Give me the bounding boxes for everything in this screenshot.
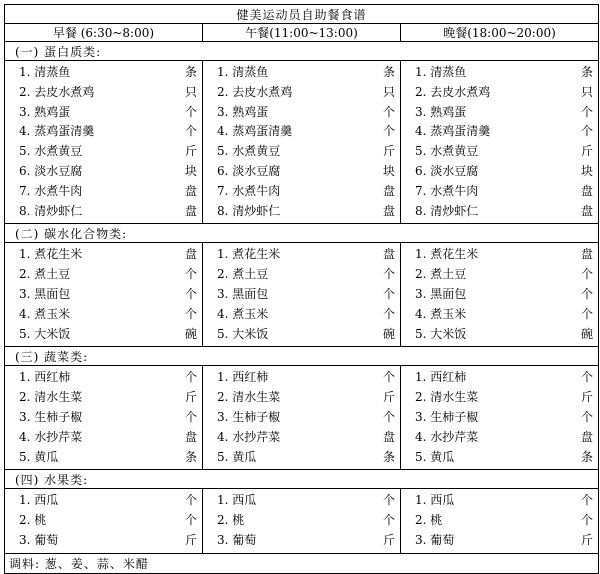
food-name: 1. 煮花生米: [19, 247, 83, 262]
food-unit: 盘: [581, 183, 594, 198]
section-heading: (一) 蛋白质类:: [5, 42, 599, 61]
seasoning-row: [5, 553, 599, 573]
food-item: [217, 83, 396, 103]
food-unit: 个: [382, 409, 395, 424]
food-name: 8. 清炒虾仁: [19, 203, 83, 218]
food-list-lunch: [203, 61, 401, 224]
food-item: [217, 368, 396, 388]
section-heading: (三) 蔬菜类:: [5, 347, 599, 366]
food-item: [217, 122, 396, 142]
food-item: [415, 122, 594, 142]
food-name: 3. 生柿子椒: [19, 409, 83, 424]
food-name: 4. 煮玉米: [19, 306, 71, 321]
food-unit: 盘: [382, 247, 395, 262]
food-item: [217, 428, 396, 448]
food-item: [415, 265, 594, 285]
meal-plan-table: [4, 4, 599, 574]
food-name: 1. 清蒸鱼: [217, 65, 269, 79]
food-unit: 个: [184, 286, 197, 301]
food-item: [415, 368, 594, 388]
food-name: 8. 清炒虾仁: [217, 203, 281, 218]
food-unit: 条: [184, 449, 197, 464]
food-item: [415, 162, 594, 182]
food-unit: 碗: [581, 326, 594, 341]
food-name: 4. 水抄芹菜: [19, 429, 83, 444]
food-item: [415, 428, 594, 448]
food-unit: 盘: [382, 203, 395, 218]
food-item: [19, 202, 198, 222]
food-unit: 盘: [184, 429, 197, 444]
food-list-dinner: [401, 243, 599, 347]
food-item: [217, 511, 396, 531]
food-name: 3. 生柿子椒: [415, 409, 479, 424]
food-unit: 条: [184, 65, 197, 79]
food-name: 3. 葡萄: [19, 532, 59, 547]
food-list-breakfast: [5, 489, 203, 553]
food-name: 7. 水煮牛肉: [217, 183, 281, 198]
food-unit: 只: [184, 84, 197, 99]
food-item: [415, 182, 594, 202]
meal-header-dinner: 晚餐(18:00~20:00): [401, 24, 599, 42]
food-name: 1. 西瓜: [19, 493, 59, 508]
food-unit: 碗: [184, 326, 197, 341]
food-unit: 斤: [382, 532, 395, 547]
food-unit: 个: [184, 409, 197, 424]
food-item: [19, 491, 198, 511]
food-unit: 个: [382, 306, 395, 321]
food-item: [217, 245, 396, 265]
food-unit: 碗: [382, 326, 395, 341]
food-unit: 个: [184, 104, 197, 119]
food-unit: 盘: [184, 203, 197, 218]
food-name: 6. 淡水豆腐: [19, 163, 83, 178]
food-unit: 块: [382, 163, 395, 178]
food-name: 2. 煮土豆: [415, 267, 467, 282]
food-name: 7. 水煮牛肉: [415, 183, 479, 198]
food-unit: 盘: [184, 247, 197, 262]
food-name: 1. 清蒸鱼: [415, 65, 467, 79]
food-name: 1. 西红柿: [217, 370, 269, 385]
food-unit: 块: [184, 163, 197, 178]
food-unit: 个: [184, 267, 197, 282]
section-header-row: [5, 347, 599, 366]
food-list-lunch: [203, 366, 401, 470]
food-item: [217, 491, 396, 511]
food-name: 2. 煮土豆: [19, 267, 71, 282]
food-list-row: [5, 243, 599, 347]
food-unit: 个: [581, 513, 594, 528]
food-name: 5. 黄瓜: [19, 449, 59, 464]
food-item: [217, 103, 396, 123]
food-unit: 个: [184, 306, 197, 321]
food-item: [19, 428, 198, 448]
food-name: 4. 蒸鸡蛋清羹: [19, 124, 95, 139]
meal-plan-sheet: [4, 4, 598, 574]
food-unit: 只: [581, 84, 594, 99]
food-unit: 个: [184, 124, 197, 139]
food-name: 5. 水煮黄豆: [415, 144, 479, 159]
food-name: 4. 煮玉米: [415, 306, 467, 321]
food-unit: 盘: [382, 183, 395, 198]
food-name: 8. 清炒虾仁: [415, 203, 479, 218]
food-item: [217, 305, 396, 325]
food-unit: 斤: [184, 532, 197, 547]
food-unit: 个: [382, 267, 395, 282]
food-unit: 个: [581, 267, 594, 282]
food-item: [19, 182, 198, 202]
food-unit: 个: [581, 104, 594, 119]
section-heading: (四) 水果类:: [5, 470, 599, 489]
food-name: 5. 大米饭: [19, 326, 71, 341]
food-item: [415, 448, 594, 468]
food-name: 4. 蒸鸡蛋清羹: [217, 124, 293, 139]
food-unit: 斤: [184, 144, 197, 159]
food-item: [415, 103, 594, 123]
food-list-dinner: [401, 61, 599, 224]
food-unit: 斤: [581, 532, 594, 547]
food-unit: 个: [581, 370, 594, 385]
food-item: [415, 408, 594, 428]
food-item: [19, 285, 198, 305]
food-name: 2. 清水生菜: [415, 390, 479, 405]
food-name: 2. 去皮水煮鸡: [19, 84, 95, 99]
food-item: [217, 182, 396, 202]
food-unit: 只: [382, 84, 395, 99]
food-list-dinner: [401, 366, 599, 470]
food-list-breakfast: [5, 243, 203, 347]
food-name: 5. 大米饭: [217, 326, 269, 341]
food-item: [19, 305, 198, 325]
food-name: 6. 淡水豆腐: [415, 163, 479, 178]
food-name: 2. 清水生菜: [217, 390, 281, 405]
food-name: 3. 黑面包: [415, 286, 467, 301]
food-name: 2. 去皮水煮鸡: [415, 84, 491, 99]
food-name: 5. 黄瓜: [415, 449, 455, 464]
food-unit: 条: [382, 65, 395, 79]
food-list-row: [5, 489, 599, 553]
food-item: [217, 448, 396, 468]
food-item: [415, 63, 594, 83]
food-name: 3. 葡萄: [217, 532, 257, 547]
food-list-row: [5, 366, 599, 470]
food-name: 5. 水煮黄豆: [19, 144, 83, 159]
section-header-row: [5, 470, 599, 489]
food-item: [19, 531, 198, 551]
food-name: 3. 黑面包: [19, 286, 71, 301]
food-name: 1. 西红柿: [415, 370, 467, 385]
food-unit: 斤: [581, 390, 594, 405]
section-header-row: [5, 224, 599, 243]
food-item: [19, 162, 198, 182]
food-item: [19, 245, 198, 265]
food-item: [415, 531, 594, 551]
food-unit: 斤: [184, 390, 197, 405]
food-item: [415, 142, 594, 162]
food-name: 4. 水抄芹菜: [415, 429, 479, 444]
food-item: [19, 408, 198, 428]
food-unit: 条: [581, 449, 594, 464]
food-unit: 个: [581, 493, 594, 508]
food-unit: 个: [184, 370, 197, 385]
food-item: [19, 368, 198, 388]
section-heading: (二) 碳水化合物类:: [5, 224, 599, 243]
food-unit: 个: [382, 370, 395, 385]
food-name: 3. 生柿子椒: [217, 409, 281, 424]
food-item: [415, 325, 594, 345]
food-name: 1. 煮花生米: [415, 247, 479, 262]
food-name: 1. 清蒸鱼: [19, 65, 71, 79]
food-unit: 个: [184, 493, 197, 508]
food-unit: 个: [382, 513, 395, 528]
food-name: 2. 桃: [217, 513, 245, 528]
food-item: [217, 325, 396, 345]
page-title: 健美运动员自助餐食谱: [5, 5, 599, 24]
food-list-breakfast: [5, 61, 203, 224]
food-item: [415, 305, 594, 325]
food-unit: 斤: [382, 144, 395, 159]
food-list-lunch: [203, 489, 401, 553]
food-name: 4. 煮玉米: [217, 306, 269, 321]
food-item: [19, 63, 198, 83]
food-unit: 盘: [581, 247, 594, 262]
food-item: [19, 511, 198, 531]
food-unit: 个: [382, 493, 395, 508]
food-list-row: [5, 61, 599, 224]
food-item: [415, 388, 594, 408]
food-list-breakfast: [5, 366, 203, 470]
food-name: 1. 西瓜: [217, 493, 257, 508]
food-item: [19, 122, 198, 142]
food-item: [19, 103, 198, 123]
food-unit: 块: [581, 163, 594, 178]
food-unit: 个: [382, 124, 395, 139]
food-unit: 个: [382, 104, 395, 119]
food-item: [415, 83, 594, 103]
food-item: [217, 285, 396, 305]
food-name: 7. 水煮牛肉: [19, 183, 83, 198]
food-item: [217, 531, 396, 551]
food-name: 5. 黄瓜: [217, 449, 257, 464]
food-unit: 斤: [581, 144, 594, 159]
food-item: [217, 202, 396, 222]
food-name: 3. 黑面包: [217, 286, 269, 301]
food-name: 1. 西瓜: [415, 493, 455, 508]
section-header-row: [5, 42, 599, 61]
food-name: 1. 煮花生米: [217, 247, 281, 262]
food-unit: 条: [382, 449, 395, 464]
food-unit: 盘: [184, 183, 197, 198]
food-item: [19, 265, 198, 285]
food-name: 6. 淡水豆腐: [217, 163, 281, 178]
food-item: [415, 491, 594, 511]
food-unit: 盘: [581, 203, 594, 218]
food-name: 2. 桃: [415, 513, 443, 528]
food-unit: 个: [382, 286, 395, 301]
food-name: 3. 葡萄: [415, 532, 455, 547]
meal-header-row: [5, 24, 599, 42]
food-item: [19, 83, 198, 103]
food-unit: 个: [581, 306, 594, 321]
food-list-lunch: [203, 243, 401, 347]
food-name: 2. 桃: [19, 513, 47, 528]
meal-header-lunch: 午餐(11:00~13:00): [203, 24, 401, 42]
food-item: [19, 142, 198, 162]
seasoning-note: 调料: 葱、姜、蒜、米醋: [5, 553, 599, 573]
food-unit: 个: [581, 409, 594, 424]
food-name: 5. 大米饭: [415, 326, 467, 341]
food-unit: 个: [581, 124, 594, 139]
meal-header-breakfast: 早餐 (6:30~8:00): [5, 24, 203, 42]
food-unit: 斤: [382, 390, 395, 405]
food-item: [415, 202, 594, 222]
food-item: [415, 511, 594, 531]
food-name: 3. 熟鸡蛋: [19, 104, 71, 119]
food-name: 4. 蒸鸡蛋清羹: [415, 124, 491, 139]
food-item: [415, 285, 594, 305]
food-unit: 个: [581, 286, 594, 301]
food-name: 2. 清水生菜: [19, 390, 83, 405]
food-name: 5. 水煮黄豆: [217, 144, 281, 159]
food-item: [415, 245, 594, 265]
food-item: [217, 388, 396, 408]
food-name: 2. 去皮水煮鸡: [217, 84, 293, 99]
food-name: 4. 水抄芹菜: [217, 429, 281, 444]
food-item: [19, 448, 198, 468]
food-item: [217, 265, 396, 285]
food-name: 3. 熟鸡蛋: [415, 104, 467, 119]
food-item: [19, 388, 198, 408]
food-unit: 个: [184, 513, 197, 528]
food-item: [217, 408, 396, 428]
food-name: 2. 煮土豆: [217, 267, 269, 282]
food-list-dinner: [401, 489, 599, 553]
food-unit: 盘: [382, 429, 395, 444]
food-item: [19, 325, 198, 345]
food-item: [217, 63, 396, 83]
food-item: [217, 142, 396, 162]
food-name: 1. 西红柿: [19, 370, 71, 385]
food-unit: 条: [581, 65, 594, 79]
food-unit: 盘: [581, 429, 594, 444]
food-item: [217, 162, 396, 182]
food-name: 3. 熟鸡蛋: [217, 104, 269, 119]
